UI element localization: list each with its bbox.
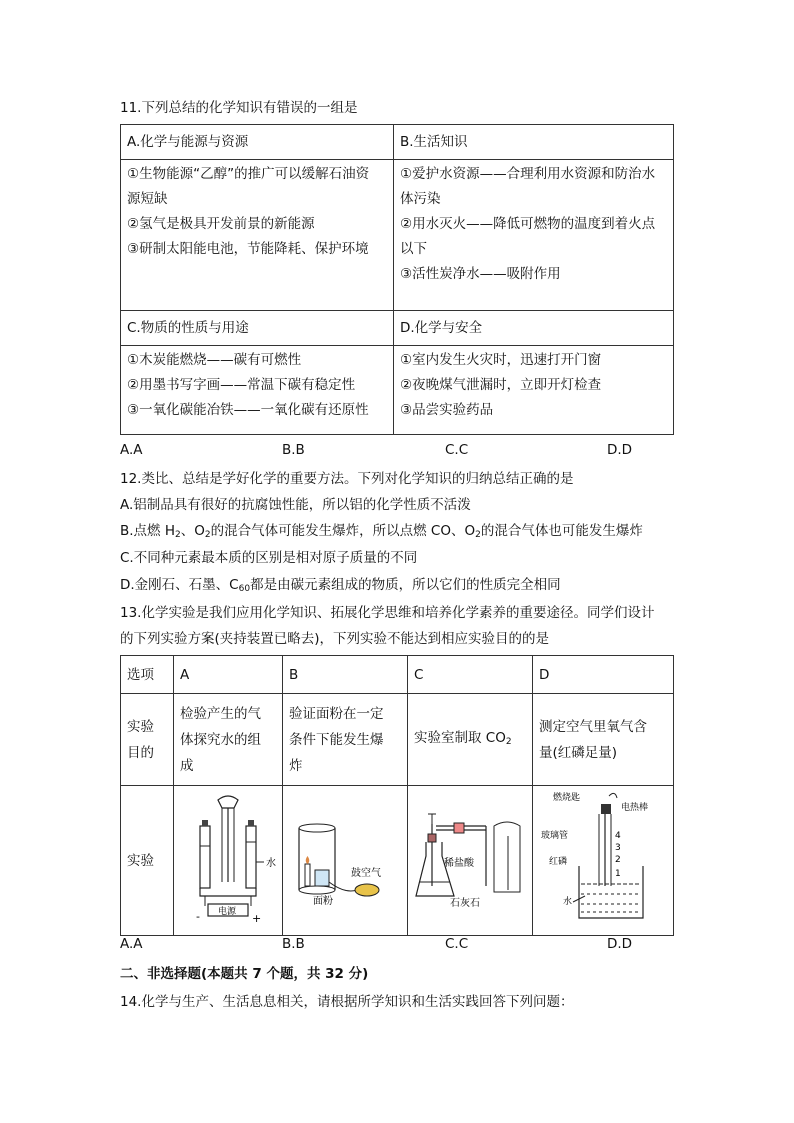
q13-head-b: B xyxy=(283,656,408,694)
q12-option-a[interactable]: A.铝制品具有很好的抗腐蚀性能，所以铝的化学性质不活泼 xyxy=(120,497,471,513)
label-water: 水 xyxy=(563,897,573,907)
q11-b-item: ②用水灭火——降低可燃物的温度到着火点 xyxy=(400,216,656,232)
q13-a-purpose: 检验产生的气 xyxy=(180,705,261,722)
label-power: 电源 xyxy=(218,907,237,917)
svg-text:3: 3 xyxy=(615,843,621,853)
q13-c-purpose: 实验室制取 $CO_2$ xyxy=(408,694,533,786)
label-water: 水 xyxy=(266,858,276,869)
dust-explosion-diagram xyxy=(289,786,401,926)
q11-b-item: ③活性炭净水——吸附作用 xyxy=(400,266,561,282)
label-dilute-hcl: 稀盐酸 xyxy=(444,858,474,869)
q11-option-b[interactable]: B.B xyxy=(282,442,305,458)
q11-d-item: ①室内发生火灾时，迅速打开门窗 xyxy=(400,352,602,368)
q13-purpose-label: 实验 xyxy=(127,718,154,735)
q13-head-c: C xyxy=(408,656,533,694)
q11-option-c[interactable]: C.C xyxy=(445,442,469,458)
label-heating-rod: 电热棒 xyxy=(621,803,649,813)
oxygen-content-diagram xyxy=(533,786,673,926)
label-glass-tube: 玻璃管 xyxy=(541,831,569,841)
q13-head-a: A xyxy=(174,656,283,694)
q11-stem: 11.下列总结的化学知识有错误的一组是 xyxy=(120,100,358,116)
svg-text:2: 2 xyxy=(615,855,621,865)
q11-b-item: ①爱护水资源——合理利用水资源和防治水 xyxy=(400,166,656,182)
q13-b-purpose: 验证面粉在一定 xyxy=(289,705,384,722)
label-spoon: 燃烧匙 xyxy=(553,793,581,803)
q12-option-b[interactable]: B.点燃 $H_2$、$O_2$的混合气体可能发生爆炸，所以点燃 CO、$O_2$的混合气体也可能发生爆炸 xyxy=(120,523,643,540)
q13-table: 选项 A B C D 实验 目的 检验产生的气 体探究水的组 成 验证面粉在一定 条件下能发生爆 炸 实验室制取 $CO_2$ 测定空气里氧气含 量(红磷足量) 实验 水 电源 - + 鼓空气 面粉 稀盐酸 石灰石 燃烧匙 电热棒 玻璃管 红磷 水 4 3 2 1 xyxy=(120,655,674,936)
q11-a-item: ③研制太阳能电池，节能降耗、保护环境 xyxy=(127,241,369,257)
q11-b-title: B.生活知识 xyxy=(394,125,674,160)
q13-stem-line2: 的下列实验方案(夹持装置已略去)，下列实验不能达到相应实验目的的是 xyxy=(120,631,550,647)
label-red-phosphorus: 红磷 xyxy=(549,857,568,867)
label-plus: + xyxy=(252,912,262,925)
q11-a-item: ①生物能源“乙醇”的推广可以缓解石油资 xyxy=(127,166,370,182)
q13-d-purpose: 测定空气里氧气含 xyxy=(539,718,647,735)
co2-preparation-diagram xyxy=(414,786,526,926)
label-blow-air: 鼓空气 xyxy=(351,868,381,879)
svg-text:1: 1 xyxy=(615,869,621,879)
q11-a-item: ②氢气是极具开发前景的新能源 xyxy=(127,216,315,232)
q11-option-a[interactable]: A.A xyxy=(120,442,143,458)
q13-stem-line1: 13.化学实验是我们应用化学知识、拓展化学思维和培养化学素养的重要途径。同学们设计 xyxy=(120,605,655,621)
q11-c-item: ②用墨书写字画——常温下碳有稳定性 xyxy=(127,377,356,393)
q11-c-item: ①木炭能燃烧——碳有可燃性 xyxy=(127,352,302,368)
q11-c-title: C.物质的性质与用途 xyxy=(121,311,394,346)
section2-title: 二、非选择题(本题共 7 个题，共 32 分) xyxy=(120,966,369,982)
q11-d-item: ②夜晚煤气泄漏时，立即开灯检查 xyxy=(400,377,602,393)
q11-a-item: 源短缺 xyxy=(127,191,168,207)
svg-text:4: 4 xyxy=(615,831,621,841)
label-limestone: 石灰石 xyxy=(450,898,480,909)
q12-option-d[interactable]: D.金刚石、石墨、$C_{60}$都是由碳元素组成的物质，所以它们的性质完全相同 xyxy=(120,577,561,594)
q13-head-d: D xyxy=(533,656,674,694)
q13-option-b[interactable]: B.B xyxy=(282,936,305,952)
q13-head-option: 选项 xyxy=(121,656,174,694)
q11-d-item: ③品尝实验药品 xyxy=(400,402,494,418)
q13-option-d[interactable]: D.D xyxy=(607,936,633,952)
q11-a-title: A.化学与能源与资源 xyxy=(121,125,394,160)
q11-option-d[interactable]: D.D xyxy=(607,442,633,458)
q12-option-c[interactable]: C.不同种元素最本质的区别是相对原子质量的不同 xyxy=(120,550,418,566)
label-flour: 面粉 xyxy=(313,896,333,907)
q11-d-title: D.化学与安全 xyxy=(394,311,674,346)
q11-b-item: 体污染 xyxy=(400,191,441,207)
q13-option-a[interactable]: A.A xyxy=(120,936,143,952)
q13-exp-label: 实验 xyxy=(121,786,174,936)
q14-stem: 14.化学与生产、生活息息相关，请根据所学知识和生活实践回答下列问题： xyxy=(120,994,574,1010)
electrolysis-apparatus-diagram xyxy=(180,786,276,926)
q12-stem: 12.类比、总结是学好化学的重要方法。下列对化学知识的归纳总结正确的是 xyxy=(120,471,574,487)
q11-table xyxy=(120,124,674,435)
q13-option-c[interactable]: C.C xyxy=(445,936,469,952)
q11-c-item: ③一氧化碳能冶铁——一氧化碳有还原性 xyxy=(127,402,369,418)
label-minus: - xyxy=(196,910,200,923)
q11-b-item: 以下 xyxy=(400,241,427,257)
